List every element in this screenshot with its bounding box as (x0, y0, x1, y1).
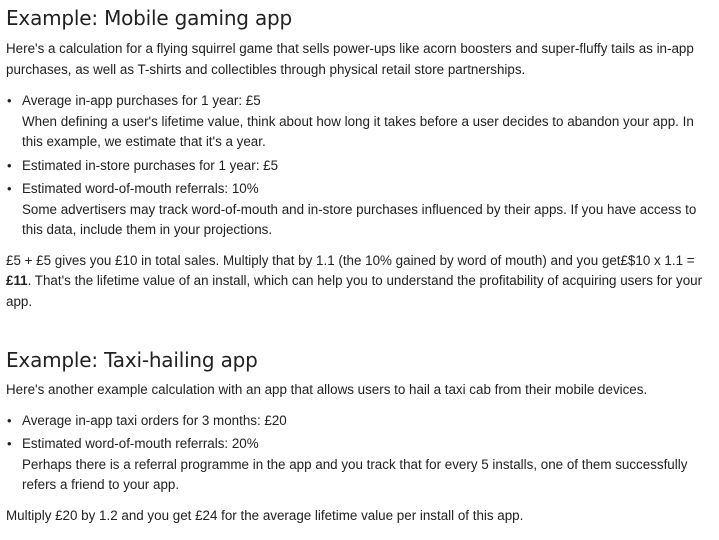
section-taxi-hailing-app (6, 347, 714, 526)
list-item-label: Estimated word-of-mouth referrals: 10% (22, 181, 259, 196)
summary-result: £11 (6, 273, 28, 288)
list-item-label: Average in-app purchases for 1 year: £5 (22, 93, 261, 108)
bullet-list (6, 411, 714, 496)
list-item (6, 179, 714, 241)
list-item (6, 411, 714, 432)
section-summary: Multiply £20 by 1.2 and you get £24 for the average lifetime value per install of this app. (6, 507, 524, 523)
section-heading: Example: Taxi-hailing app (6, 348, 258, 372)
section-intro: Here's another example calculation with an app that allows users to hail a taxi cab from their mobile devices. (6, 382, 648, 397)
summary-text: . That's the lifetime value of an install, which can help you to understand the profitability of acquiring users for your app. (6, 273, 703, 309)
list-item-detail: When defining a user's lifetime value, think about how long it takes before a user decides to abandon your app. In this example, we estimate that it's a year. (22, 113, 694, 149)
list-item-label: Average in-app taxi orders for 3 months: £20 (22, 412, 287, 428)
list-item-detail: Some advertisers may track word-of-mouth and in-store purchases influenced by their apps. If you have access to this data, include them in your projections. (22, 201, 697, 237)
section-mobile-gaming-app (6, 5, 714, 312)
list-item-label: Estimated in-store purchases for 1 year: £5 (22, 157, 279, 173)
section-intro: Here's a calculation for a flying squirrel game that sells power-ups like acorn boosters and super-fluffy tails as in-app purchases, as well as T-shirts and collectibles through physical retail store partnerships. (6, 41, 694, 77)
section-summary (6, 251, 714, 313)
list-item (6, 156, 714, 177)
list-item (6, 434, 714, 496)
list-item-detail: Perhaps there is a referral programme in the app and you track that for every 5 installs, one of them successfully refers a friend to your app. (22, 456, 688, 492)
section-heading: Example: Mobile gaming app (6, 6, 292, 30)
list-item-label: Estimated word-of-mouth referrals: 20% (22, 436, 259, 451)
bullet-list (6, 91, 714, 241)
list-item (6, 91, 714, 153)
summary-text: £5 + £5 gives you £10 in total sales. Multiply that by 1.1 (the 10% gained by word of mouth) and you get£$10 x 1.1 = (6, 252, 695, 268)
